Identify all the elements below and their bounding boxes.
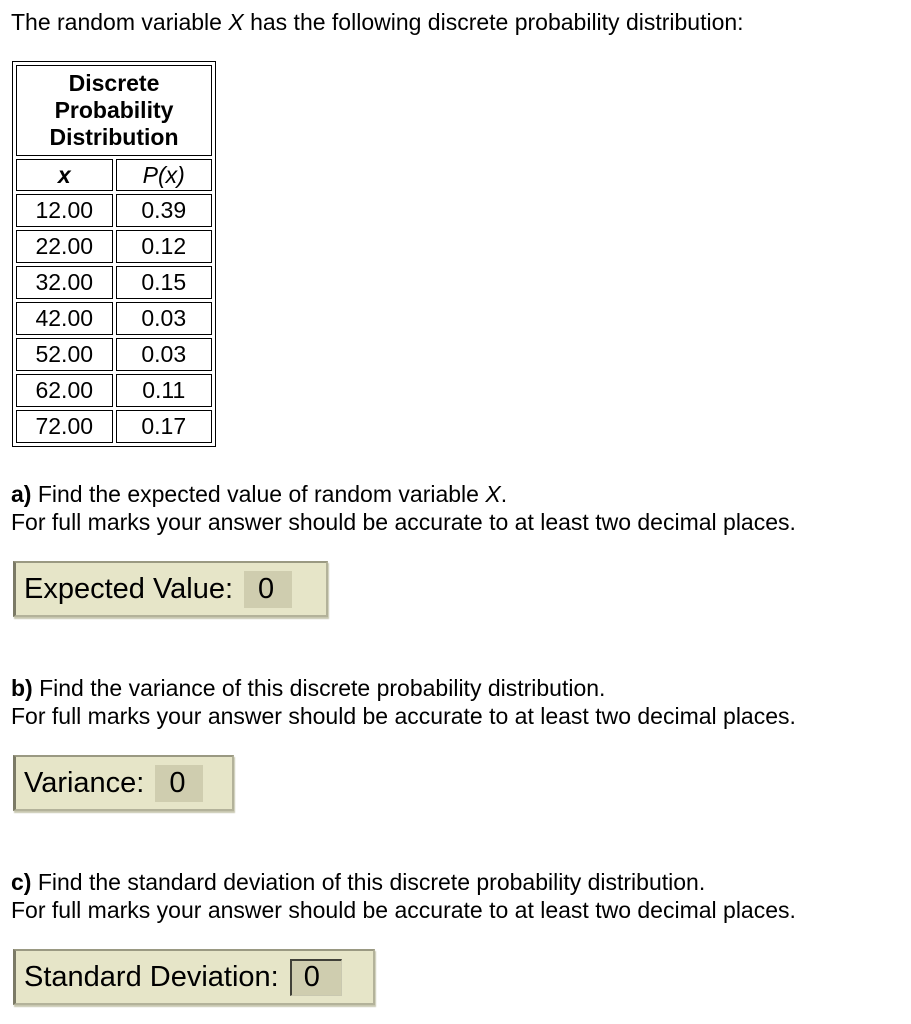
x-value-cell: 42.00	[16, 302, 113, 335]
x-value-cell: 32.00	[16, 266, 113, 299]
px-var: x	[165, 161, 178, 188]
probability-cell: 0.03	[116, 338, 213, 371]
x-value-cell: 22.00	[16, 230, 113, 263]
probability-cell: 0.12	[116, 230, 213, 263]
x-value-cell: 12.00	[16, 194, 113, 227]
standard-deviation-answer-box	[13, 949, 375, 1005]
variance-answer-box	[13, 755, 234, 811]
column-header-px	[116, 159, 213, 191]
question-text: Find the standard deviation of this discrete probability distribution.	[31, 869, 706, 895]
question-b	[11, 674, 796, 730]
question-c	[11, 868, 796, 924]
intro-variable: X	[228, 9, 244, 35]
probability-cell: 0.11	[116, 374, 213, 407]
probability-distribution-table	[12, 61, 216, 447]
probability-cell: 0.15	[116, 266, 213, 299]
question-letter: a)	[11, 481, 32, 507]
caption-line: Probability	[54, 97, 174, 123]
question-variable: X	[485, 481, 501, 507]
table-row	[16, 338, 212, 371]
question-instruction: For full marks your answer should be accurate to at least two decimal places.	[11, 897, 796, 923]
question-instruction: For full marks your answer should be accurate to at least two decimal places.	[11, 703, 796, 729]
probability-cell: 0.39	[116, 194, 213, 227]
expected-value-answer-box	[13, 561, 328, 617]
question-instruction: For full marks your answer should be accurate to at least two decimal places.	[11, 509, 796, 535]
variance-label: Variance:	[24, 766, 145, 799]
x-value-cell: 52.00	[16, 338, 113, 371]
expected-value-input[interactable]: 0	[244, 571, 292, 608]
table-row	[16, 266, 212, 299]
column-header-x: x	[16, 159, 113, 191]
table-caption	[16, 65, 212, 156]
caption-line: Discrete	[68, 70, 160, 96]
question-text-end: .	[500, 481, 508, 507]
problem-intro	[11, 8, 744, 36]
intro-text: The random variable	[11, 9, 229, 35]
intro-text-end: has the following discrete probability distribution:	[243, 9, 744, 35]
table-row	[16, 302, 212, 335]
question-letter: c)	[11, 869, 32, 895]
question-a	[11, 480, 796, 536]
probability-cell: 0.17	[116, 410, 213, 443]
table-row	[16, 410, 212, 443]
standard-deviation-label: Standard Deviation:	[24, 960, 279, 993]
question-letter: b)	[11, 675, 33, 701]
px-suffix: )	[177, 161, 185, 188]
table-row	[16, 374, 212, 407]
probability-cell: 0.03	[116, 302, 213, 335]
variance-input[interactable]: 0	[155, 765, 203, 802]
standard-deviation-input[interactable]: 0	[290, 959, 342, 996]
table-row	[16, 194, 212, 227]
table-row	[16, 230, 212, 263]
expected-value-label: Expected Value:	[24, 572, 234, 605]
x-value-cell: 62.00	[16, 374, 113, 407]
caption-line: Distribution	[49, 124, 179, 150]
question-text: Find the expected value of random variable	[31, 481, 486, 507]
px-prefix: P(	[142, 161, 166, 188]
x-value-cell: 72.00	[16, 410, 113, 443]
question-text: Find the variance of this discrete probability distribution.	[32, 675, 606, 701]
